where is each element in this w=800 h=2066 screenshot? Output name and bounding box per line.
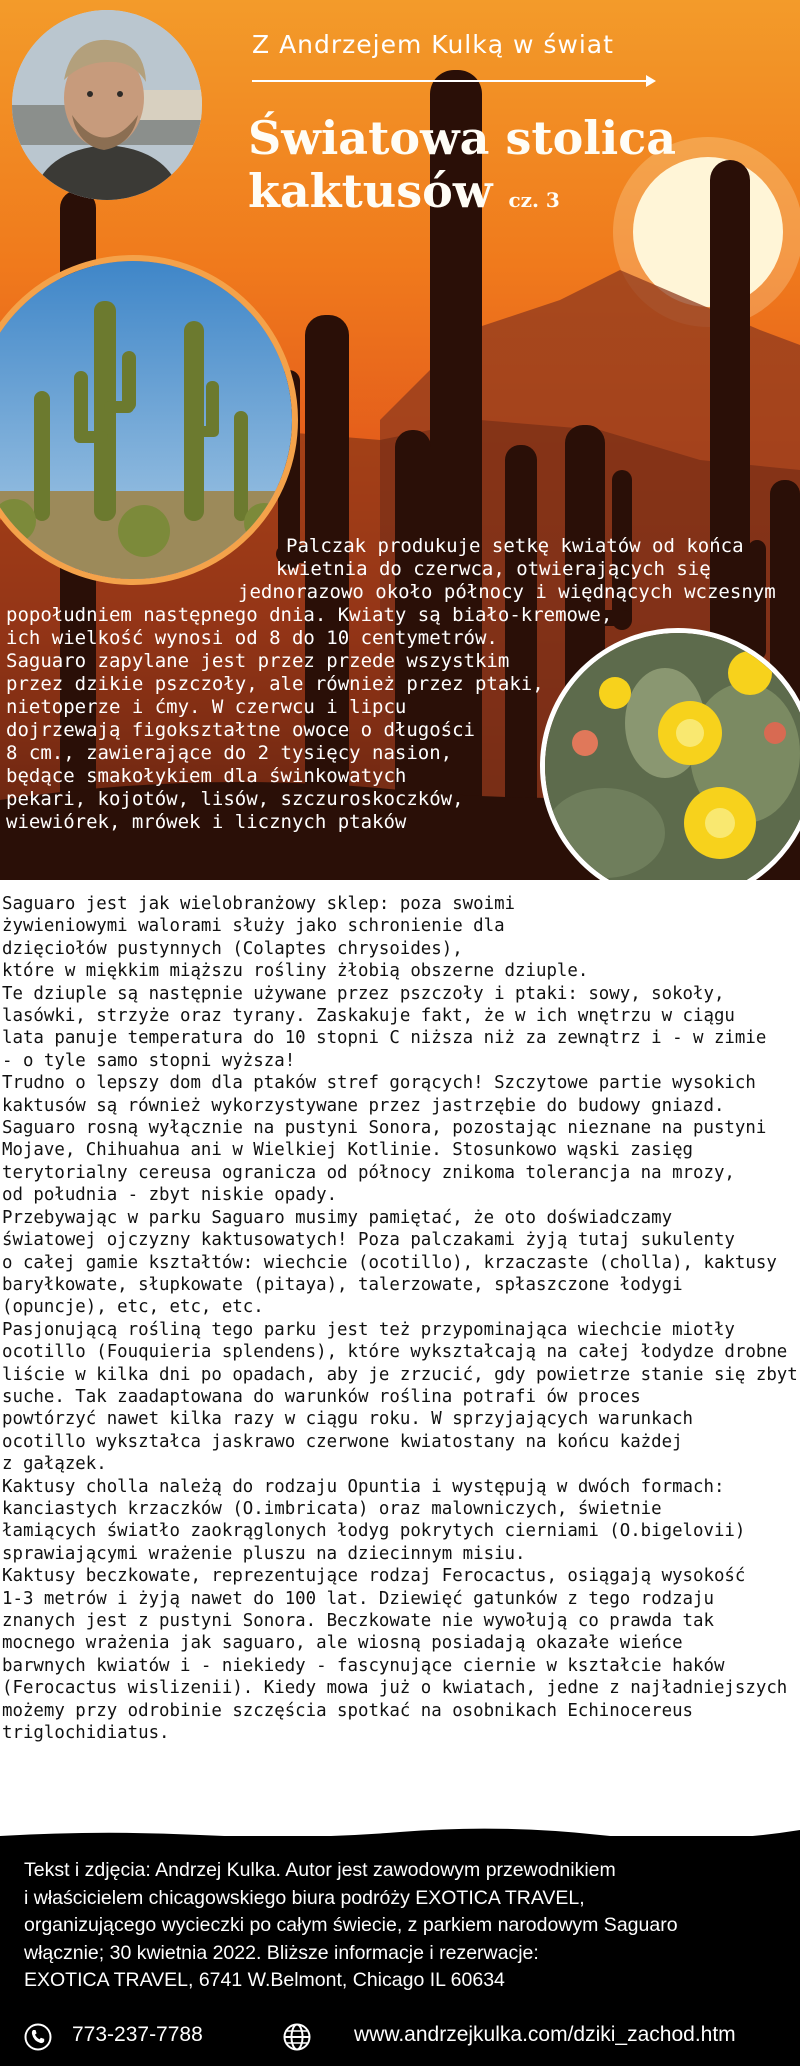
body-line: ocotillo (Fouquieria splendens), które wykształcają na całej łodydze drobne — [2, 1342, 788, 1363]
cactus-flower-photo — [540, 628, 800, 880]
body-line: Te dziuple są następnie używane przez pszczoły i ptaki: sowy, sokoły, — [2, 983, 725, 1004]
intro-line: Palczak produkuje setkę kwiatów od końca — [286, 535, 744, 557]
credit-line: organizującego wycieczki po całym świecie, z parkiem narodowym Saguaro — [24, 1914, 678, 1936]
body-line: - o tyle samo stopni wyższa! — [2, 1050, 296, 1071]
body-line: baryłkowate, słupkowate (pitaya), talerzowate, spłaszczone łodygi — [2, 1274, 683, 1295]
credit-line: Tekst i zdjęcia: Andrzej Kulka. Autor jest zawodowym przewodnikiem — [24, 1859, 616, 1881]
body-line: Pasjonującą rośliną tego parku jest też przypominająca wiechcie miotły — [2, 1319, 735, 1340]
intro-line: popołudniem następnego dnia. Kwiaty są biało-kremowe, — [6, 604, 613, 626]
phone-number[interactable]: 773-237-7788 — [72, 2023, 203, 2046]
title-part-label: cz. 3 — [508, 188, 560, 212]
body-line: dzięciołów pustynnych (Colaptes chrysoides), — [2, 938, 463, 959]
intro-line: przez dzikie pszczoły, ale również przez ptaki, — [6, 673, 544, 695]
intro-line: 8 cm., zawierające do 2 tysięcy nasion, — [6, 742, 453, 764]
body-line: możemy przy odrobinie szczęścia spotkać na osobnikach Echinocereus — [2, 1700, 694, 1721]
credit-line: włącznie; 30 kwietnia 2022. Bliższe informacje i rezerwacje: — [24, 1941, 539, 1964]
body-line: terytorialny cereusa ogranicza od północy znikoma tolerancja na mrozy, — [2, 1162, 735, 1183]
intro-line: wiewiórek, mrówek i licznych ptaków — [6, 811, 407, 833]
body-line: triglochidiatus. — [2, 1723, 170, 1744]
body-line: żywieniowymi walorami służy jako schronienie dla — [2, 916, 505, 937]
title-line-2: kaktusów — [248, 164, 493, 218]
body-line: Saguaro jest jak wielobranżowy sklep: poza swoimi — [2, 894, 516, 914]
body-line: liście w kilka dni po opadach, aby je zrzucić, gdy powietrze stanie się zbyt — [2, 1364, 798, 1385]
intro-line: nietoperze i ćmy. W czerwcu i lipcu — [6, 696, 407, 718]
body-line: (Ferocactus wislizenii). Kiedy mowa już o kwiatach, jedne z najładniejszych — [2, 1678, 788, 1699]
arrow-right-icon — [646, 75, 656, 87]
intro-line: Saguaro zapylane jest przez przede wszystkim — [6, 650, 510, 672]
series-title: Z Andrzejem Kulką w świat — [252, 30, 614, 59]
body-line: powtórzyć nawet kilka razy w ciągu roku. W sprzyjających warunkach — [2, 1409, 694, 1430]
body-line: mocnego wrażenia jak saguaro, ale wiosną posiadają okazałe wieńce — [2, 1633, 683, 1654]
body-line: barwnych kwiatów i - niekiedy - fascynujące ciernie w kształcie haków — [2, 1655, 725, 1676]
globe-icon — [282, 2022, 312, 2052]
author-avatar — [12, 10, 202, 200]
body-line: kaktusów są również wykorzystywane przez jastrzębie do budowy gniazd. — [2, 1095, 725, 1116]
body-line: z gałązek. — [2, 1454, 107, 1475]
intro-line: ich wielkość wynosi od 8 do 10 centymetrów. — [6, 627, 498, 649]
body-line: 1-3 metrów i żyją nawet do 100 lat. Dziewięć gatunków z tego rodzaju — [2, 1588, 714, 1609]
article-body — [0, 893, 800, 1744]
intro-line: będące smakołykiem dla świnkowatych — [6, 765, 407, 787]
body-line: sprawiającymi wrażenie pluszu na dziecinnym misiu. — [2, 1543, 526, 1564]
body-line: lata panuje temperatura do 10 stopni C niższa niż za zewnątrz i - w zimie — [2, 1028, 767, 1049]
body-line: od południa - zbyt niskie opady. — [2, 1185, 338, 1206]
series-divider — [252, 80, 652, 82]
intro-line: jednorazowo około północy i więdnących wczesnym — [238, 581, 776, 603]
hero-sunset-banner — [0, 0, 800, 880]
title-line-1: Światowa stolica — [248, 111, 677, 165]
body-line: suche. Tak zaadaptowana do warunków roślina potrafi ów proces — [2, 1386, 641, 1407]
body-line: kanciastych krzaczków (O.imbricata) oraz malowniczych, świetnie — [2, 1498, 662, 1519]
intro-line: kwietnia do czerwca, otwierających się — [276, 558, 711, 580]
body-line: (opuncje), etc, etc, etc. — [2, 1297, 264, 1318]
intro-line: pekari, kojotów, lisów, szczuroskoczków, — [6, 788, 464, 810]
saguaro-photo — [0, 255, 298, 585]
body-line: ocotillo wykształca jaskrawo czerwone kwiatostany na końcu każdej — [2, 1431, 683, 1452]
website-link[interactable]: www.andrzejkulka.com/dziki_zachod.htm — [354, 2023, 736, 2046]
credit-line: EXOTICA TRAVEL, 6741 W.Belmont, Chicago IL 60634 — [24, 1969, 505, 1991]
body-line: które w miękkim miąższu rośliny żłobią obszerne dziuple. — [2, 961, 589, 982]
author-credit — [24, 1857, 678, 1995]
body-line: światowej ojczyzny kaktusowatych! Poza palczakami żyją tutaj sukulenty — [2, 1230, 735, 1251]
body-line: Mojave, Chihuahua ani w Wielkiej Kotlinie. Stosunkowo wąski zasięg — [2, 1140, 694, 1161]
body-line: Przebywając w parku Saguaro musimy pamiętać, że oto doświadczamy — [2, 1207, 673, 1228]
intro-line: dojrzewają figokształtne owoce o długości — [6, 719, 475, 741]
phone-icon — [24, 2023, 52, 2051]
body-line: Kaktusy cholla należą do rodzaju Opuntia i występują w dwóch formach: — [2, 1476, 725, 1497]
body-line: Trudno o lepszy dom dla ptaków stref gorących! Szczytowe partie wysokich — [2, 1073, 756, 1094]
body-line: o całej gamie kształtów: wiechcie (ocotillo), krzaczaste (cholla), kaktusy — [2, 1252, 777, 1273]
body-line: łamiących światło zaokrąglonych łodyg pokrytych cierniami (O.bigelovii) — [2, 1521, 746, 1542]
body-line: Saguaro rosną wyłącznie na pustyni Sonora, pozostając nieznane na pustyni — [2, 1118, 767, 1139]
credit-line: i właścicielem chicagowskiego biura podróży EXOTICA TRAVEL, — [24, 1886, 585, 1909]
page-title — [248, 112, 768, 227]
body-line: znanych jest z pustyni Sonora. Beczkowate nie wywołują co prawda tak — [2, 1611, 714, 1631]
body-line: Kaktusy beczkowate, reprezentujące rodzaj Ferocactus, osiągają wysokość — [2, 1566, 746, 1587]
body-line: lasówki, strzyże oraz tyrany. Zaskakuje fakt, że w ich wnętrzu w ciągu — [2, 1006, 735, 1027]
